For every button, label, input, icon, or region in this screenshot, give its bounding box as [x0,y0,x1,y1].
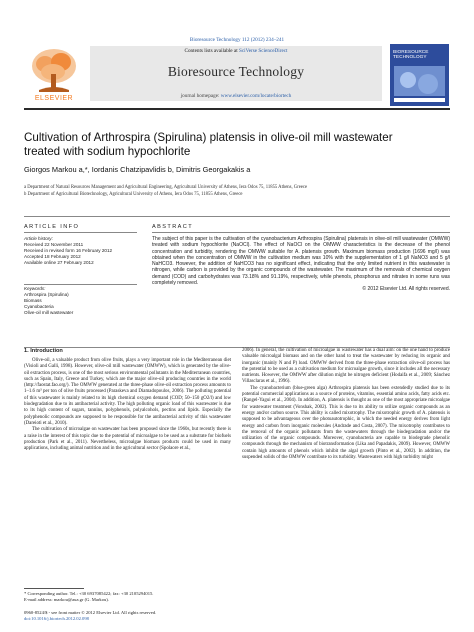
contents-line [90,48,382,54]
body-paragraph: Olive-oil, a valuable product from olive fruits, plays a very important role in the Mediterranean diet (Visioli and Galli, 1998). However, olive-oil mill wastewater (OMWW), which is generated by the olive-oil extraction process, is one of the most serious environmental pollutants in the Mediterranean countries, such as Spain, Italy, Greece and Turkey, which are the major olive-oil producing countries in the world (http://faostat.fao.org/). The OMWW generated at the three-phase olive-oil extraction process amounts to 1–1.6 m³ per ton of olive fruits processed (Paraskeva and Diamadopoulos, 2006). The polluting potential of this wastewater is mainly related to its high chemical oxygen demand (COD; 50–150 gO2/l) and low biodegradation due to its antibacterial activity. The high polluting organic load of this wastewater is due to its high content of sugars, tannins, polyphenols, polyalcohols, pectins and lipids. Especially the polyphenolic compounds are supposed to be responsible for the antibacterial activity of this wastewater (Dareioti et al., 2010). [24,358,231,426]
journal-homepage-line [90,93,382,99]
keyword-item: Arthrospira (Spirulina) [24,292,69,298]
abstract-text: The subject of this paper is the cultivation of the cyanobacterium Arthrospira (Spirulina) platensis in olive-oil mill wastewater (OMWW) treated with sodium hypochlorite (NaOCl). The effect of NaOCl on the OMWW characteristics is the decrease of the phenol concentration and turbidity, rendering the OMWW suitable for A. platensis growth. Maximum biomass production (1696 mg/l) was obtained when the concentration of OMWW in the cultivation medium was 10% with the supplementation of 1 g/l NaNO3 and 5 g/l NaHCO3. However, the addition of NaHCO3 has no significant effect, indicating that the only limited nutrient in this wastewater is nitrogen, while carbon is provided by the organic compounds of the wastewater. The maximum of the removals of chemical oxygen demand (COD) and carbohydrates was 73.18% and 91.19%, respectively, while phenols, phosphorus and nitrates in some runs was completely removed. [152,236,450,287]
author-list: Giorgos Markou a,*, Iordanis Chatzipavlidis b, Dimitris Georgakakis a [24,165,251,174]
abstract-heading: ABSTRACT [152,224,194,230]
elsevier-wordmark: ELSEVIER [34,95,74,102]
keyword-item: Olive-oil mill wastewater [24,310,74,316]
article-history [24,236,139,266]
journal-title: Bioresource Technology [167,64,305,79]
article-info-heading: ARTICLE INFO [24,224,80,230]
body-paragraph: 2006). In general, the cultivation of microalgae in wastewater has a dual aim: on the one hand to produce valuable microalgal biomass and on the other hand to treat the wastewater by reducing its organic and inorganic (mainly N and P) load. OMWW derived from the three-phase extraction olive-oil process has the potential to be used as a cultivation medium for microalgae growth, since it includes all the necessary nutrients. However, the OMWW after dilution might be nitrogen deficient (Hodaifa et al., 2009; Sánchez Villasclaras et al., 1996). [242,348,450,385]
keywords-label: Keywords: [24,286,46,291]
cover-title: BIORESOURCE TECHNOLOGY [393,50,429,60]
abstract-body [152,236,450,293]
homepage-link[interactable]: www.elsevier.com/locate/biortech [220,93,292,99]
doi-link[interactable]: doi:10.1016/j.biortech.2012.02.098 [24,616,89,622]
body-paragraph: The cultivation of microalgae on wastewater has been proposed since the 1960s, but recently there is a raise in the interest of this topic due to the potential of microalgae to be used as a substrate for biofuels production (Park et al., 2011). Nevertheless, microalgae biomass products could be used in many applications, including animal nutrition and in the agricultural sector (Spolaore et al., [24,427,231,452]
header-rule [24,108,450,110]
body-column-right [242,348,450,461]
paper-title: Cultivation of Arthrospira (Spirulina) platensis in olive-oil mill wastewater treated with sodium hypochlorite [24,131,393,158]
keyword-item: Biomass [24,298,42,304]
footnotes [24,591,231,603]
keywords-list [24,286,139,316]
footnote-rule [24,588,84,589]
history-label: Article history: [24,236,53,241]
title-divider [24,216,450,217]
keyword-item: Cyanobacteria [24,304,54,310]
history-item: Received in revised form 16 February 2012 [24,248,113,254]
section-heading-introduction: 1. Introduction [24,348,63,354]
history-item: Received 22 November 2011 [24,242,84,248]
affiliation-b: b Department of Agricultural Biotechnology, Agricultural University of Athens, Iera Odos 75, 11855 Athens, Greece [24,192,243,197]
elsevier-tree-logo[interactable] [25,46,83,101]
journal-reference[interactable]: Bioresource Technology 112 (2012) 234–241 [189,37,285,43]
history-item: Accepted 18 February 2012 [24,254,81,260]
sciencedirect-link[interactable]: SciVerse ScienceDirect [238,48,288,54]
email-note[interactable]: E-mail address: markou@aua.gr (G. Markou). [24,597,109,603]
issn-copyright-block [24,610,231,622]
homepage-prefix: journal homepage: [180,93,221,99]
article-info-rule [24,232,137,233]
abstract-rule [152,232,450,233]
keywords-rule [24,284,137,285]
abstract-copyright: © 2012 Elsevier Ltd. All rights reserved. [362,286,450,293]
affiliation-a: a Department of Natural Resources Management and Agricultural Engineering, Agricultural University of Athens, Iera Odos 75, 11855 Athens, Greece [24,185,308,190]
body-paragraph: The cyanobacterium (blue-green alga) Arthrospira platensis has been extendedly studied due to its potential commercial applications as a source of proteins, vitamins, essential amino acids, fatty acids etc. (Rangel-Yagui et al., 2004). In addition, A. platensis is thought as one of the most appropriate microalgae for wastewater treatment (Vonshak, 2002). This is due to its ability to utilize organic compounds as an energy and/or carbon source. This ability is called mixotrophy. The mixotrophic growth of A. platensis is supposed to be advantageous over the photoautotrophic, in which the needed energy derives from light energy and carbon from inorganic molecules (Andrade and Costa, 2007). The mixotrophy contributes to the removal of the organic pollutants from the wastewaters through the biodegradation and/or the utilization of the organic compounds. Moreover, cyanobacteria are capable to biodegrade phenolic compounds through the mechanism of biotransformation (Lika and Papadakis, 2009). However, OMWW contain high amounts of phenols which inhibit the algal growth (Pinto et al., 2002). In addition, the suspended solids of the OMWW contribute to its turbidity. Wastewaters with high turbidity might [242,385,450,461]
history-item: Available online 27 February 2012 [24,260,94,266]
contents-line-prefix: Contents lists available at [184,48,239,54]
issn-line: 0960-8524/$ - see front matter © 2012 Elsevier Ltd. All rights reserved. [24,610,157,615]
corresponding-author-note: * Corresponding author. Tel.: +30 6937085422; fax: +30 2105294015. [24,591,154,596]
body-column-left [24,358,231,452]
